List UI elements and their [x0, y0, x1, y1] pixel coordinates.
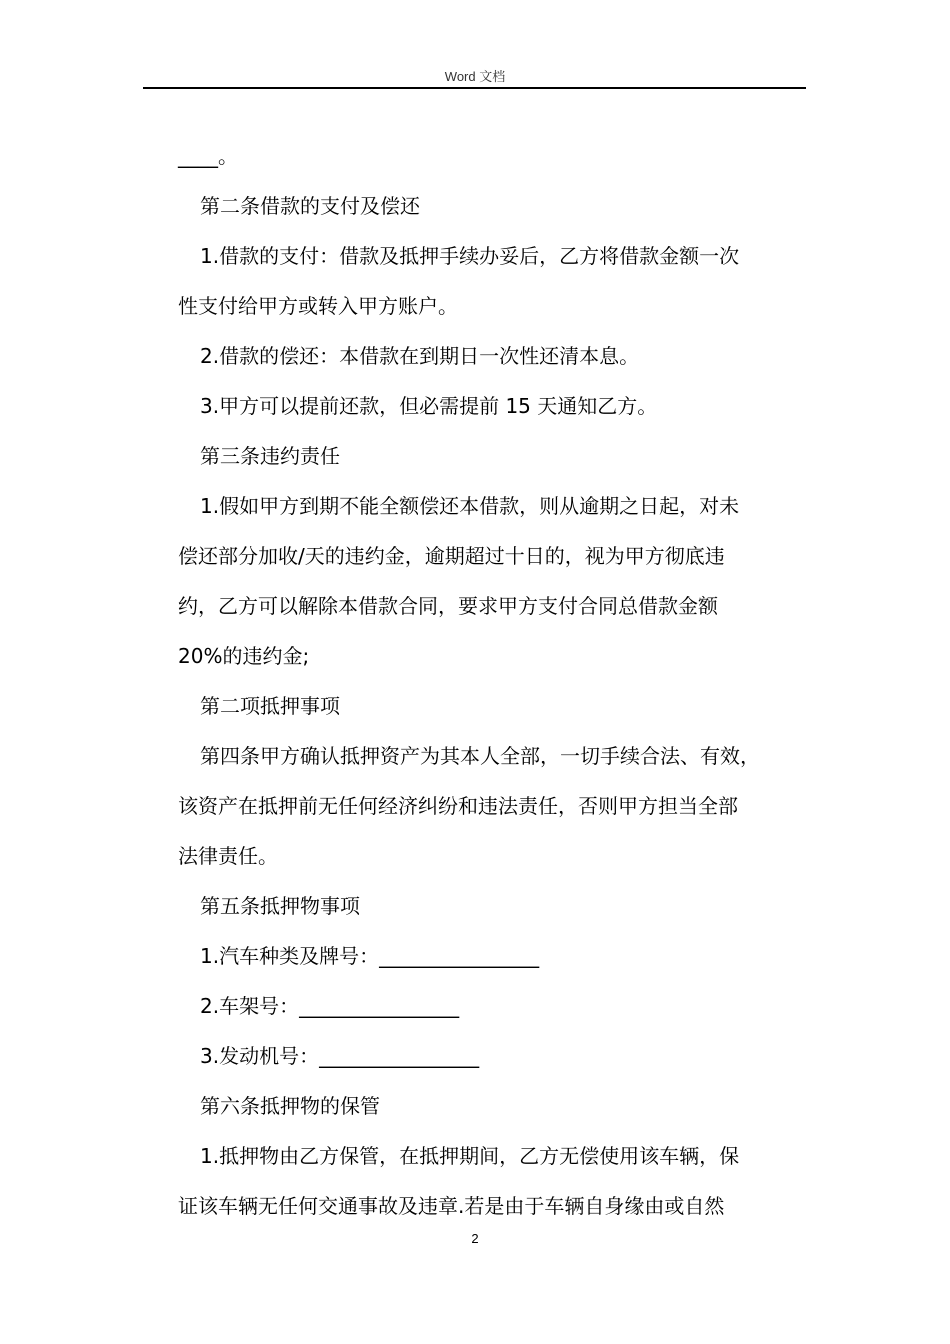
paragraph-line: ____。	[178, 144, 238, 168]
paragraph-line: 证该车辆无任何交通事故及违章.若是由于车辆自身缘由或自然	[178, 1194, 725, 1218]
paragraph-line: 法律责任。	[178, 844, 278, 868]
form-field-line: 2.车架号：________________	[200, 994, 460, 1018]
paragraph-line: 第四条甲方确认抵押资产为其本人全部，一切手续合法、有效，	[200, 744, 760, 768]
form-field-line: 1.汽车种类及牌号：________________	[200, 944, 540, 968]
paragraph-line: 2.借款的偿还：本借款在到期日一次性还清本息。	[200, 344, 640, 368]
paragraph-line: 1.抵押物由乙方保管，在抵押期间，乙方无偿使用该车辆，保	[200, 1144, 740, 1168]
section-heading: 第二项抵押事项	[200, 694, 340, 718]
paragraph-line: 约，乙方可以解除本借款合同，要求甲方支付合同总借款金额	[178, 594, 718, 618]
paragraph-line: 20%的违约金;	[178, 644, 310, 668]
article-heading: 第二条借款的支付及偿还	[200, 194, 420, 218]
paragraph-line: 性支付给甲方或转入甲方账户。	[178, 294, 458, 318]
form-field-line: 3.发动机号：________________	[200, 1044, 480, 1068]
article-heading: 第五条抵押物事项	[200, 894, 360, 918]
paragraph-line: 1.假如甲方到期不能全额偿还本借款，则从逾期之日起，对未	[200, 494, 740, 518]
document-body	[178, 131, 808, 1231]
article-heading: 第六条抵押物的保管	[200, 1094, 380, 1118]
paragraph-line: 1.借款的支付：借款及抵押手续办妥后，乙方将借款金额一次	[200, 244, 740, 268]
header-title: Word 文档	[444, 69, 506, 84]
article-heading: 第三条违约责任	[200, 444, 340, 468]
paragraph-line: 偿还部分加收/天的违约金，逾期超过十日的，视为甲方彻底违	[178, 544, 725, 568]
header-divider	[143, 87, 806, 89]
paragraph-line: 该资产在抵押前无任何经济纠纷和违法责任，否则甲方担当全部	[178, 794, 738, 818]
page-number: 2	[471, 1231, 479, 1246]
paragraph-line: 3.甲方可以提前还款，但必需提前 15 天通知乙方。	[200, 394, 658, 418]
